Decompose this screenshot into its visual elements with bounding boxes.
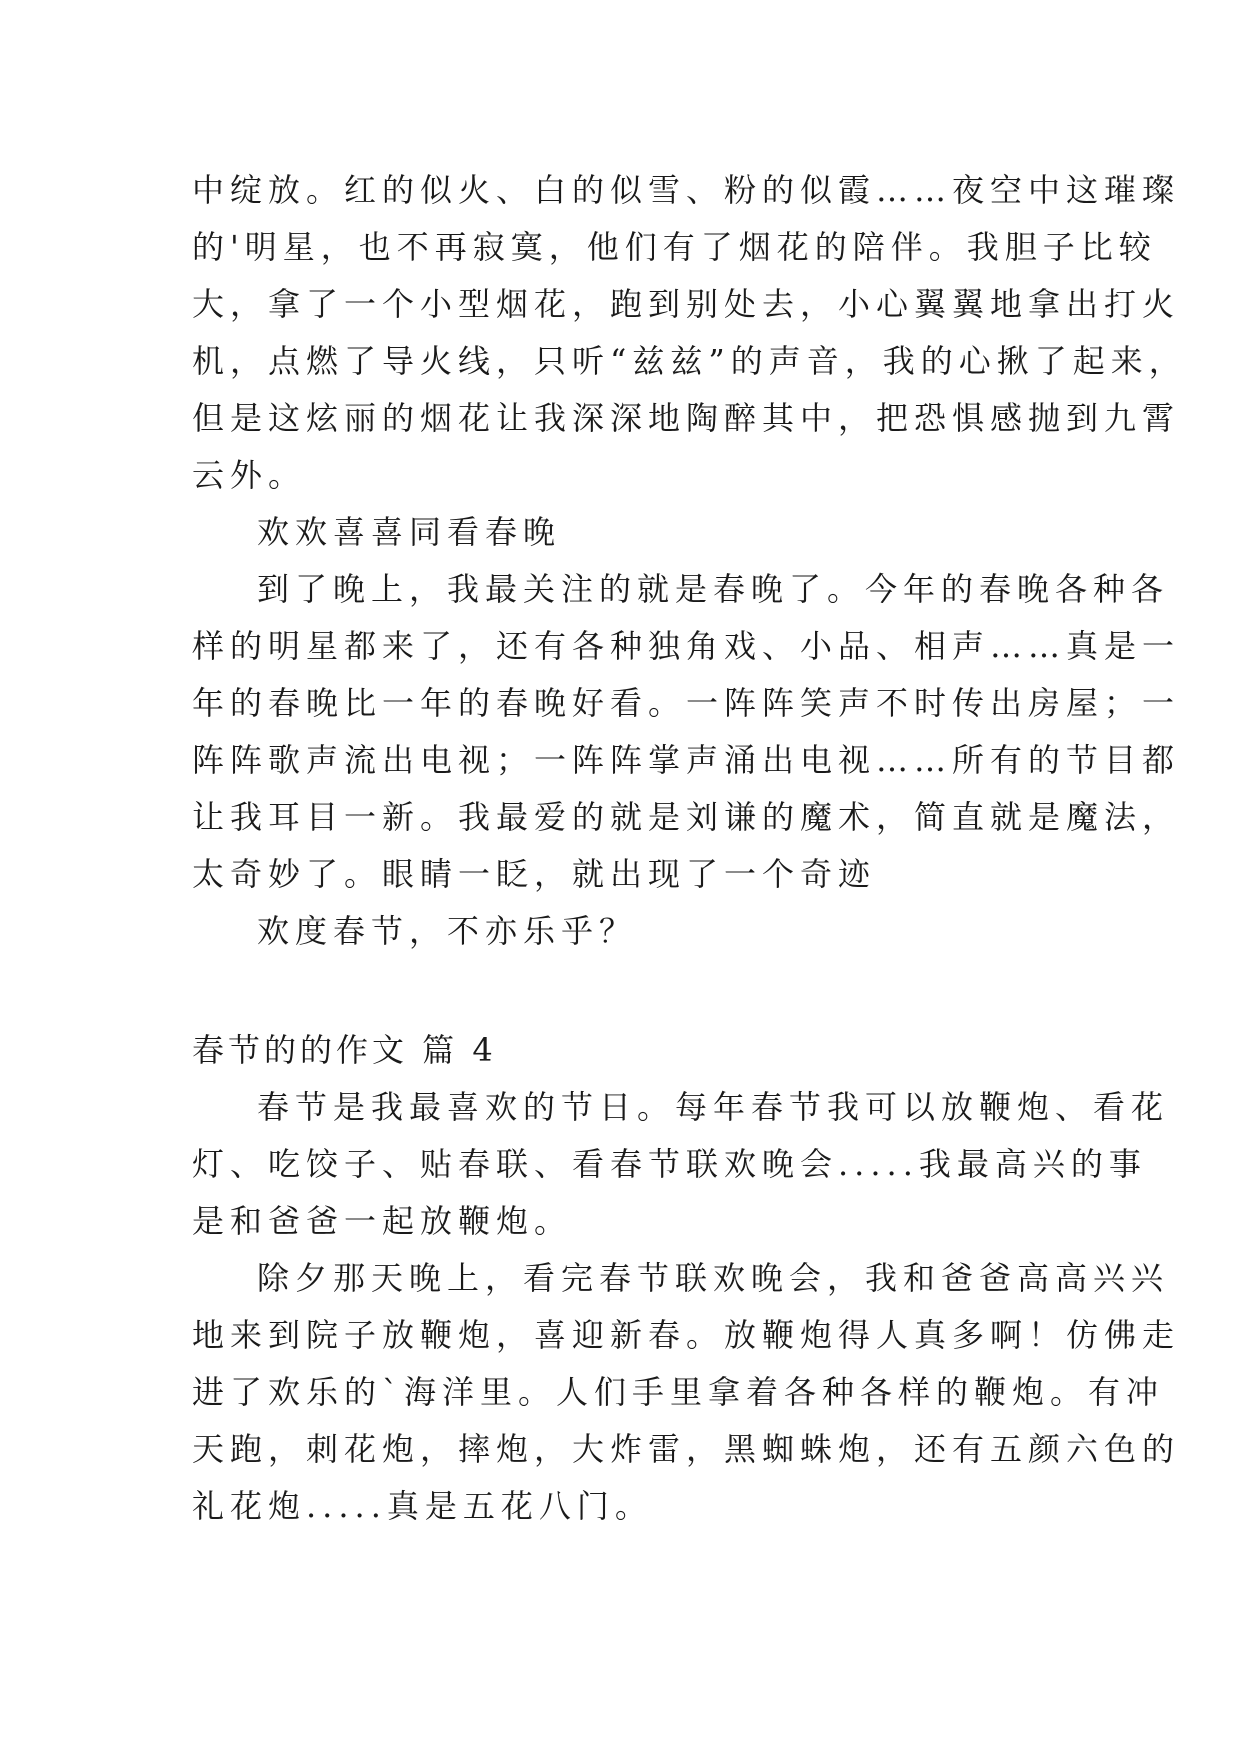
paragraph-favorite-festival bbox=[192, 1079, 1170, 1250]
paragraph-new-year-eve bbox=[192, 1250, 1181, 1535]
paragraph-line: 灯、吃饺子、贴春联、看春节联欢晚会.....我最高兴的事 bbox=[192, 1145, 1147, 1183]
subheading-spring-gala: 欢欢喜喜同看春晚 bbox=[257, 513, 562, 551]
document-body bbox=[192, 162, 1187, 1535]
paragraph-line: 让我耳目一新。我最爱的就是刘谦的魔术，简直就是魔法， bbox=[192, 798, 1181, 836]
paragraph-line: 大，拿了一个小型烟花，跑到别处去，小心翼翼地拿出打火 bbox=[192, 285, 1181, 323]
paragraph-line: 太奇妙了。眼睛一眨，就出现了一个奇迹 bbox=[192, 855, 877, 893]
section-gap bbox=[192, 960, 1072, 1022]
paragraph-spring-gala bbox=[192, 561, 1181, 903]
paragraph-fireworks bbox=[192, 162, 1187, 504]
paragraph-line: 进了欢乐的`海洋里。人们手里拿着各种各样的鞭炮。有冲 bbox=[192, 1373, 1165, 1411]
paragraph-line: 天跑，刺花炮，摔炮，大炸雷，黑蜘蛛炮，还有五颜六色的 bbox=[192, 1430, 1181, 1468]
paragraph-line: 是和爸爸一起放鞭炮。 bbox=[192, 1202, 573, 1240]
paragraph-line: 机，点燃了导火线，只听“兹兹”的声音，我的心揪了起来， bbox=[192, 342, 1187, 380]
paragraph-line: 年的春晚比一年的春晚好看。一阵阵笑声不时传出房屋；一 bbox=[192, 684, 1181, 722]
paragraph-line: 阵阵歌声流出电视；一阵阵掌声涌出电视……所有的节目都 bbox=[192, 741, 1181, 779]
paragraph-line: 到了晚上，我最关注的就是春晚了。今年的春晚各种各 bbox=[257, 570, 1170, 608]
paragraph-line: 除夕那天晚上，看完春节联欢晚会，我和爸爸高高兴兴 bbox=[257, 1259, 1170, 1297]
paragraph-line: 地来到院子放鞭炮，喜迎新春。放鞭炮得人真多啊！仿佛走 bbox=[192, 1316, 1181, 1354]
paragraph-line: 礼花炮.....真是五花八门。 bbox=[192, 1487, 653, 1525]
paragraph-line: 中绽放。红的似火、白的似雪、粉的似霞……夜空中这璀璨 bbox=[192, 171, 1181, 209]
paragraph-line: 春节是我最喜欢的节日。每年春节我可以放鞭炮、看花 bbox=[257, 1088, 1170, 1126]
paragraph-line: 样的明星都来了，还有各种独角戏、小品、相声……真是一 bbox=[192, 627, 1181, 665]
paragraph-line: 云外。 bbox=[192, 456, 307, 494]
paragraph-closing: 欢度春节，不亦乐乎？ bbox=[257, 912, 638, 950]
paragraph-line: 但是这炫丽的烟花让我深深地陶醉其中，把恐惧感抛到九霄 bbox=[192, 399, 1181, 437]
paragraph-line: 的'明星，也不再寂寞，他们有了烟花的陪伴。我胆子比较 bbox=[192, 228, 1157, 266]
section-title: 春节的的作文 篇 4 bbox=[192, 1031, 497, 1069]
